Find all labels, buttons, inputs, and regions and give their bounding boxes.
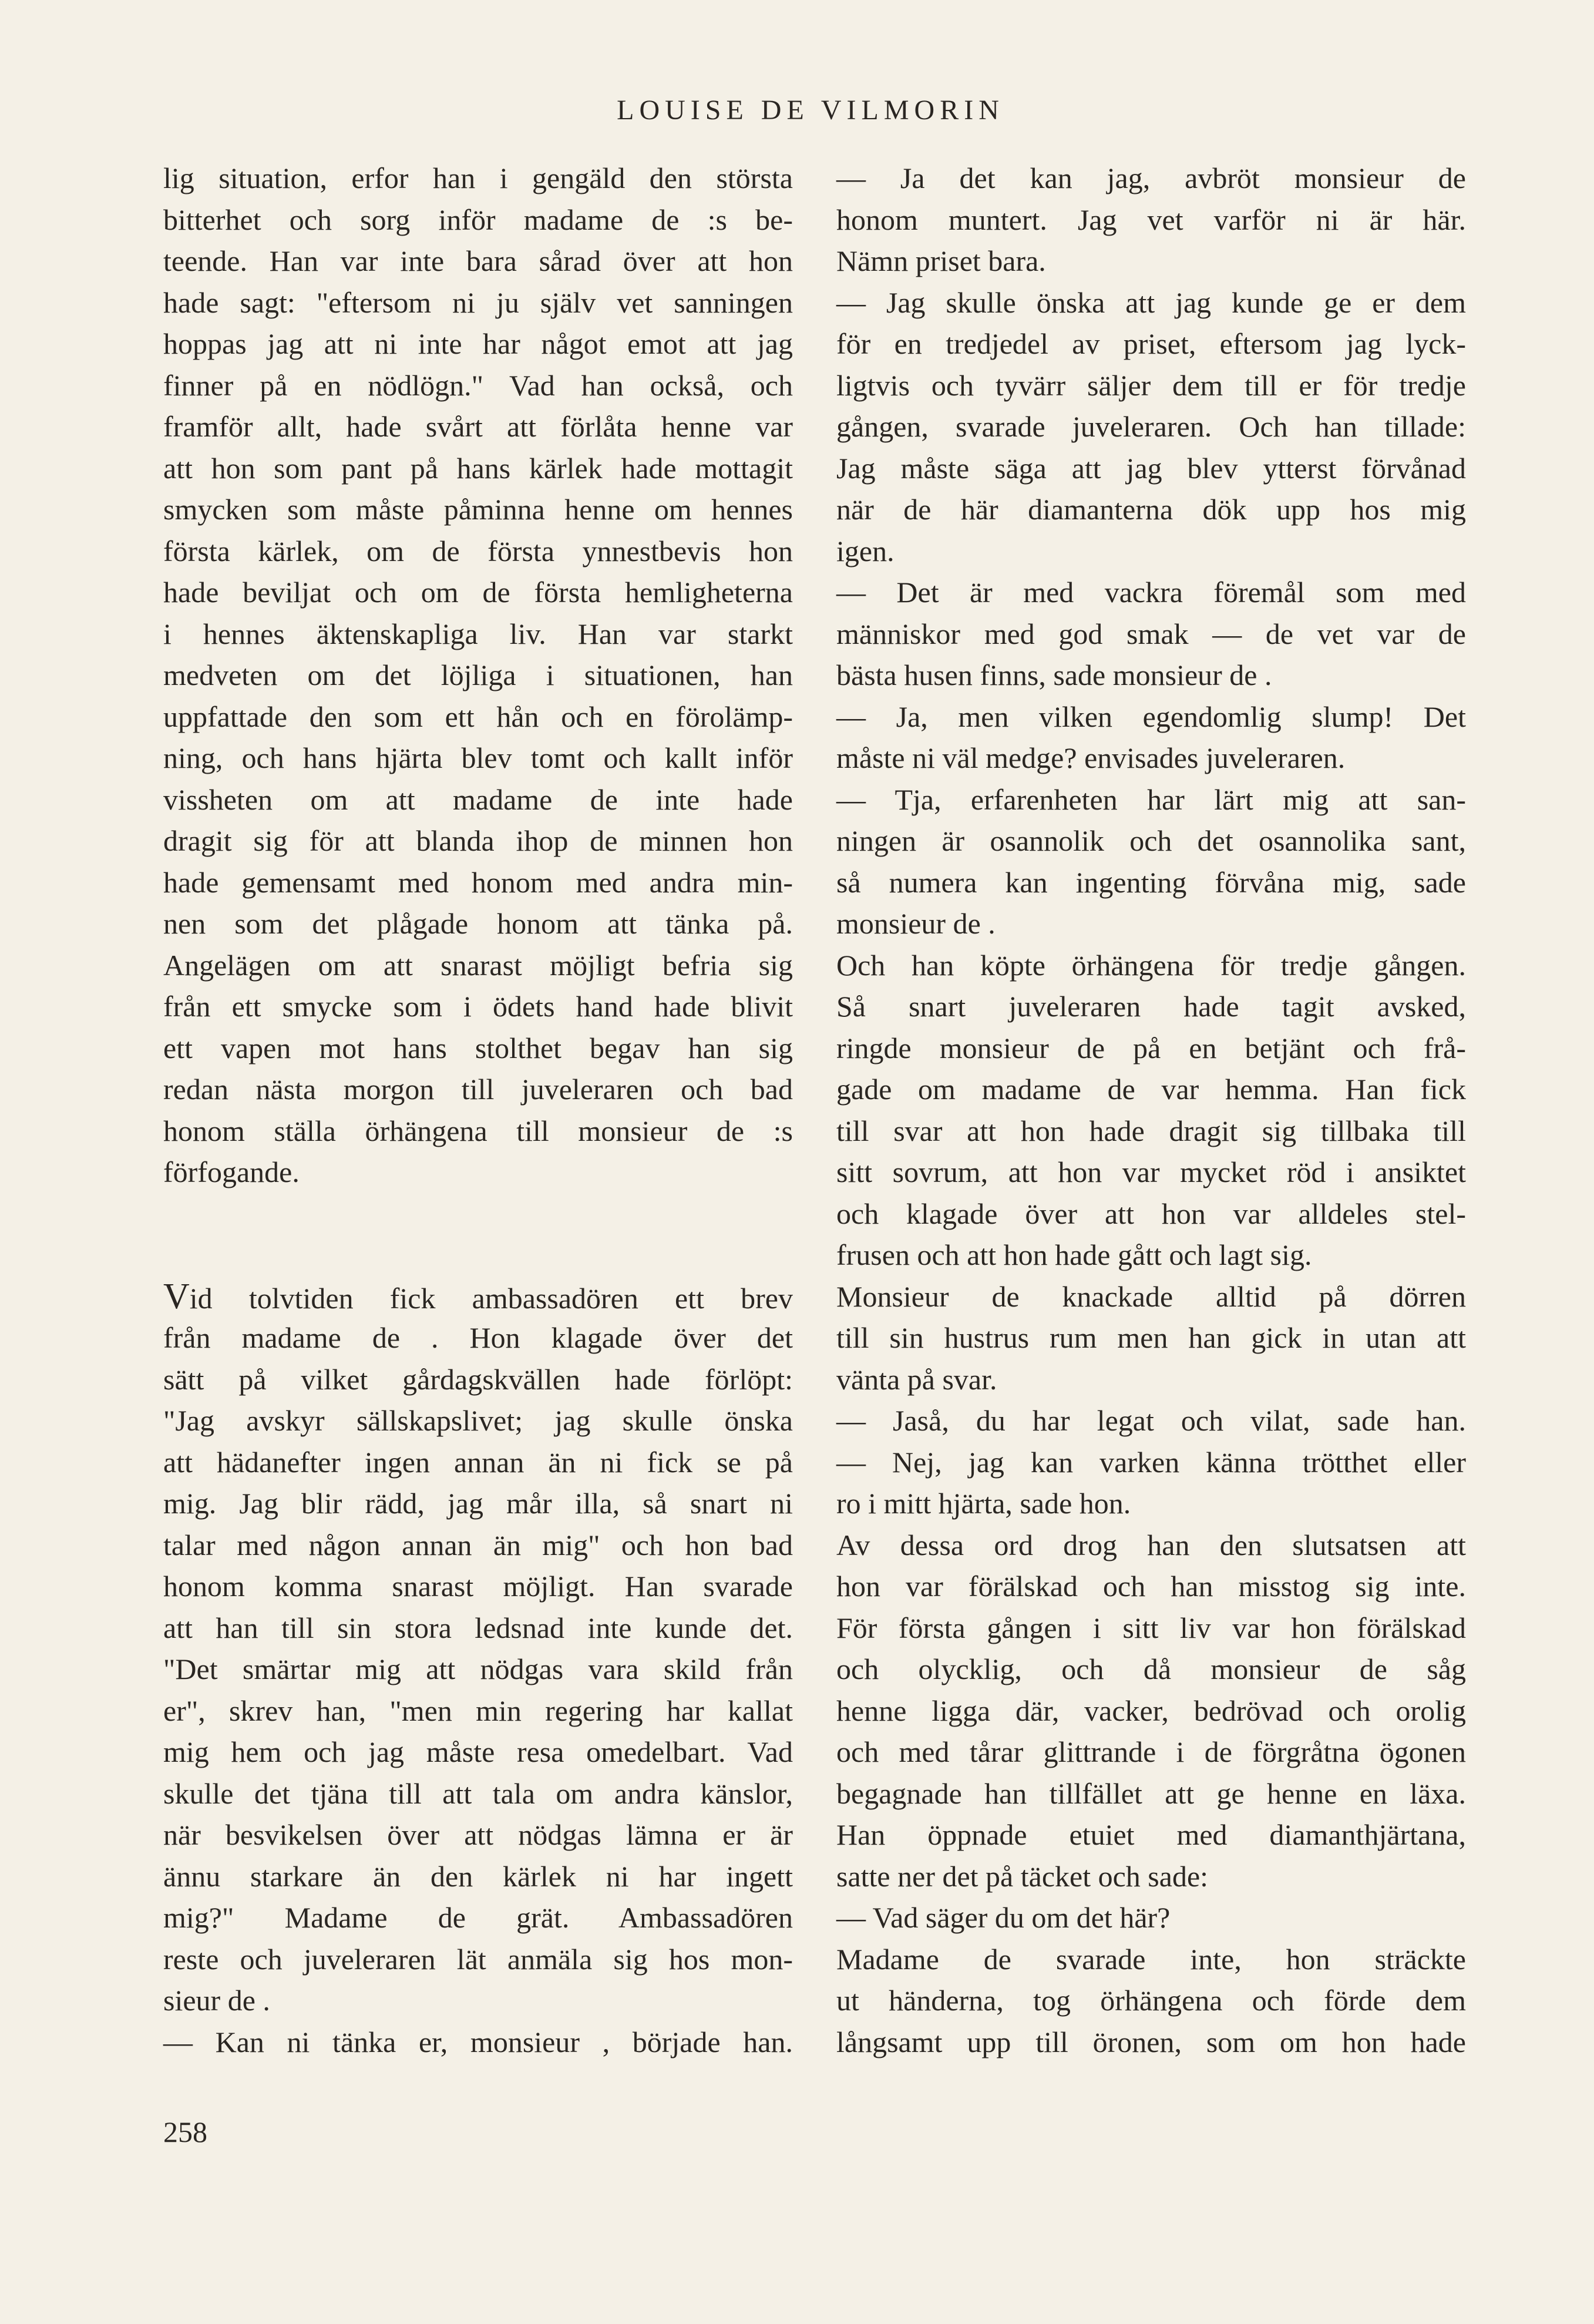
text-line: bästa husen finns, sade monsieur de . (836, 659, 1272, 691)
text-line: för en tredjedel av priset, eftersom jag lyck- (836, 327, 1466, 360)
text-line: sitt sovrum, att hon var mycket röd i ansiktet (836, 1156, 1466, 1188)
text-line: Jag måste säga att jag blev ytterst förvånad (836, 451, 1466, 485)
text-line: att hon som pant på hans kärlek hade mottagit (163, 451, 793, 485)
text-line: satte ner det på täcket och sade: (836, 1859, 1209, 1893)
text-line (163, 1276, 793, 1318)
text-line: finner på en nödlögn." Vad han också, och (163, 368, 793, 402)
text-line: medveten om det löjliga i situationen, han (163, 659, 793, 691)
text-line: redan nästa morgon till juveleraren och bad (163, 1073, 793, 1106)
text-line: honom komma snarast möjligt. Han svarade (163, 1570, 793, 1603)
text-line: ännu starkare än den kärlek ni har ingett (163, 1859, 793, 1893)
text-line: människor med god smak — de vet var de (836, 617, 1466, 650)
text-line: monsieur de . (836, 907, 996, 940)
text-line: att hädanefter ingen annan än ni fick se på (163, 1445, 793, 1479)
text-line: ning, och hans hjärta blev tomt och kallt inför (163, 741, 793, 774)
text-line: smycken som måste påminna henne om hennes (163, 493, 793, 526)
text-line: er", skrev han, "men min regering har kallat (163, 1694, 793, 1727)
text-line: från ett smycke som i ödets hand hade blivit (163, 990, 793, 1023)
paragraph (163, 1276, 793, 2063)
page-number: 258 (163, 2115, 207, 2148)
text-line: gade om madame de var hemma. Han fick (836, 1073, 1466, 1106)
text-line: mig hem och jag måste resa omedelbart. Vad (163, 1735, 793, 1768)
text-line: — Jag skulle önska att jag kunde ge er dem (836, 286, 1466, 319)
text-line: — Det är med vackra föremål som med (836, 576, 1466, 609)
text-line: lig situation, erfor han i gengäld den största (163, 162, 793, 194)
text-line: till sin hustrus rum men han gick in utan att (836, 1321, 1466, 1354)
text-line: — Tja, erfarenheten har lärt mig att san- (836, 782, 1466, 816)
text-line: — Vad säger du om det här? (836, 1901, 1171, 1934)
text-line: från madame de . Hon klagade över det (163, 1321, 793, 1354)
text-line: — Jaså, du har legat och vilat, sade han. (836, 1404, 1466, 1437)
text-line: skulle det tjäna till att tala om andra känslor, (163, 1776, 793, 1810)
right-column (836, 157, 1466, 2063)
text-line: Monsieur de knackade alltid på dörren (836, 1279, 1466, 1313)
text-line: igen. (836, 534, 894, 567)
text-line: Nämn priset bara. (836, 244, 1046, 277)
text-line: Angelägen om att snarast möjligt befria sig (163, 948, 793, 982)
text-line: talar med någon annan än mig" och hon bad (163, 1528, 793, 1561)
text-line: reste och juveleraren lät anmäla sig hos mon- (163, 1942, 793, 1976)
text-line: För första gången i sitt liv var hon förälskad (836, 1611, 1466, 1644)
initial-letter: V (163, 1276, 190, 1317)
text-line: — Kan ni tänka er, monsieur , började han. (163, 2025, 793, 2058)
text-line: att han till sin stora ledsnad inte kunde det. (163, 1611, 793, 1644)
text-line: ut händerna, tog örhängena och förde dem (836, 1984, 1466, 2017)
section-break (163, 1193, 793, 1235)
text-line: sieur de . (163, 1984, 270, 2017)
text-line: Han öppnade etuiet med diamanthjärtana, (836, 1818, 1466, 1851)
text-line: nen som det plågade honom att tänka på. (163, 907, 793, 940)
text-line: hade beviljat och om de första hemligheterna (163, 576, 793, 609)
section-break (163, 1234, 793, 1276)
text-line: måste ni väl medge? envisades juveleraren. (836, 741, 1346, 774)
text-line: Madame de svarade inte, hon sträckte (836, 1942, 1466, 1976)
text-line: när de här diamanterna dök upp hos mig (836, 493, 1466, 526)
running-header: LOUISE DE VILMORIN (617, 95, 1004, 126)
text-line: dragit sig för att blanda ihop de minnen hon (163, 824, 793, 857)
text-line: uppfattade den som ett hån och en förolämp- (163, 700, 793, 733)
text-line: långsamt upp till öronen, som om hon hade (836, 2025, 1466, 2058)
text-line: hade sagt: "eftersom ni ju själv vet sanningen (163, 286, 793, 319)
text-line: hoppas jag att ni inte har något emot att jag (163, 327, 793, 360)
text-line: — Ja det kan jag, avbröt monsieur de (836, 162, 1466, 194)
text-line: så numera kan ingenting förvåna mig, sade (836, 865, 1466, 899)
text-line: honom ställa örhängena till monsieur de :s (163, 1114, 793, 1147)
text-line: henne ligga där, vacker, bedrövad och orolig (836, 1694, 1466, 1727)
text-line: frusen och att hon hade gått och lagt sig. (836, 1238, 1312, 1271)
text-line: första kärlek, om de första ynnestbevis hon (163, 534, 793, 567)
text-line: hade gemensamt med honom med andra min- (163, 865, 793, 899)
text-line: mig?" Madame de grät. Ambassadören (163, 1901, 793, 1934)
text-line: honom muntert. Jag vet varför ni är här. (836, 203, 1466, 236)
text-line: och olycklig, och då monsieur de såg (836, 1653, 1466, 1685)
text-line: "Jag avskyr sällskapslivet; jag skulle önska (163, 1404, 793, 1437)
text-line: begagnade han tillfället att ge henne en läxa. (836, 1776, 1466, 1810)
text-line: förfogande. (163, 1156, 300, 1188)
text-line: ro i mitt hjärta, sade hon. (836, 1487, 1131, 1520)
text-line: teende. Han var inte bara sårad över att hon (163, 244, 793, 277)
text-line: — Ja, men vilken egendomlig slump! Det (836, 700, 1466, 733)
text-line: när besvikelsen över att nödgas lämna er är (163, 1818, 793, 1851)
text-line: "Det smärtar mig att nödgas vara skild från (163, 1653, 793, 1685)
text-line: gången, svarade juveleraren. Och han tillade: (836, 410, 1466, 443)
left-column (163, 157, 793, 2063)
text-line: vänta på svar. (836, 1362, 997, 1396)
text-line: Och han köpte örhängena för tredje gången. (836, 948, 1466, 982)
text-line: och med tårar glittrande i de förgråtna ögonen (836, 1735, 1466, 1768)
text-line: ringde monsieur de på en betjänt och frå- (836, 1031, 1466, 1064)
text-line: mig. Jag blir rädd, jag mår illa, så snart ni (163, 1487, 793, 1520)
text-line: sätt på vilket gårdagskvällen hade förlöpt: (163, 1362, 793, 1396)
text-line: ett vapen mot hans stolthet begav han sig (163, 1031, 793, 1064)
text-line: vissheten om att madame de inte hade (163, 782, 793, 816)
text-line: — Nej, jag kan varken känna trötthet eller (836, 1445, 1466, 1479)
text-line: bitterhet och sorg inför madame de :s be- (163, 203, 793, 236)
text-line: och klagade över att hon var alldeles stel- (836, 1197, 1466, 1230)
text-line: ningen är osannolik och det osannolika sant, (836, 824, 1466, 857)
text-line: i hennes äktenskapliga liv. Han var starkt (163, 617, 793, 650)
paragraph (163, 157, 793, 1193)
text-line: Så snart juveleraren hade tagit avsked, (836, 990, 1466, 1023)
text-line: hon var förälskad och han misstog sig inte. (836, 1570, 1466, 1603)
text-line: Av dessa ord drog han den slutsatsen att (836, 1528, 1466, 1561)
line-rest: id tolvtiden fick ambassadören ett brev (189, 1281, 793, 1315)
text-line: framför allt, hade svårt att förlåta henne var (163, 410, 793, 443)
text-line: till svar att hon hade dragit sig tillbaka till (836, 1114, 1466, 1147)
text-line: ligtvis och tyvärr säljer dem till er för tredje (836, 368, 1466, 402)
